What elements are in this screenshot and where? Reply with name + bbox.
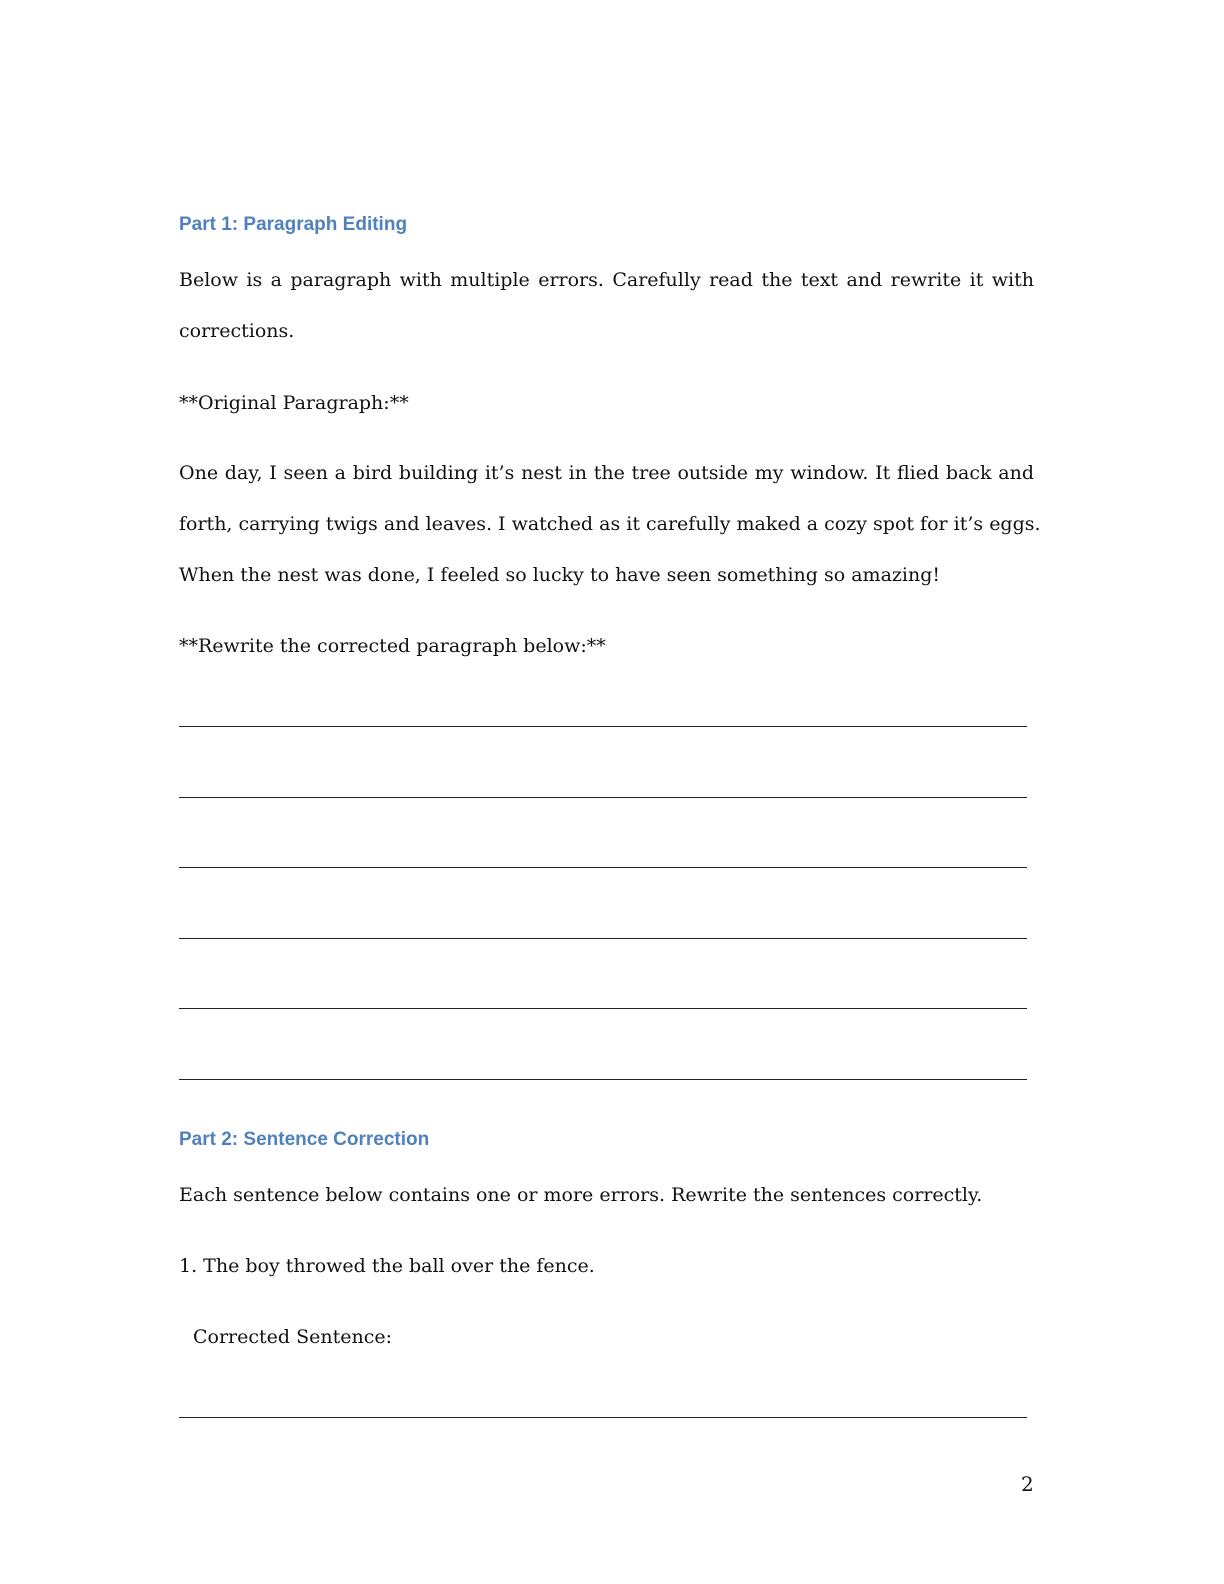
part2-instructions: Each sentence below contains one or more errors. Rewrite the sentences correctly. [179, 1184, 983, 1206]
answer-line-4[interactable] [179, 938, 1027, 939]
original-paragraph [179, 448, 1041, 601]
answer-line-3[interactable] [179, 867, 1027, 868]
sentence-1: 1. The boy throwed the ball over the fence. [179, 1255, 595, 1277]
part1-intro [179, 255, 1034, 357]
original-paragraph-line-3: When the nest was done, I feeled so lucky to have seen something so amazing! [179, 564, 941, 586]
original-paragraph-line-1: One day, I seen a bird building it’s nest in the tree outside my window. It flied back and [179, 462, 1034, 484]
part1-intro-line-1: Below is a paragraph with multiple errors. Carefully read the text and rewrite it with [179, 269, 1034, 291]
rewrite-label: **Rewrite the corrected paragraph below:** [179, 635, 606, 657]
part1-heading: Part 1: Paragraph Editing [179, 214, 408, 235]
original-paragraph-label: **Original Paragraph:** [179, 392, 409, 414]
original-paragraph-line-2: forth, carrying twigs and leaves. I watched as it carefully maked a cozy spot for it’s eggs. [179, 513, 1041, 535]
answer-line-1[interactable] [179, 726, 1027, 727]
corrected-sentence-line[interactable] [179, 1417, 1027, 1418]
answer-line-6[interactable] [179, 1079, 1027, 1080]
answer-line-5[interactable] [179, 1008, 1027, 1009]
page-number: 2 [1021, 1472, 1034, 1496]
part1-intro-line-2: corrections. [179, 320, 295, 342]
corrected-sentence-label: Corrected Sentence: [193, 1326, 393, 1348]
part2-heading: Part 2: Sentence Correction [179, 1129, 430, 1150]
answer-line-2[interactable] [179, 797, 1027, 798]
